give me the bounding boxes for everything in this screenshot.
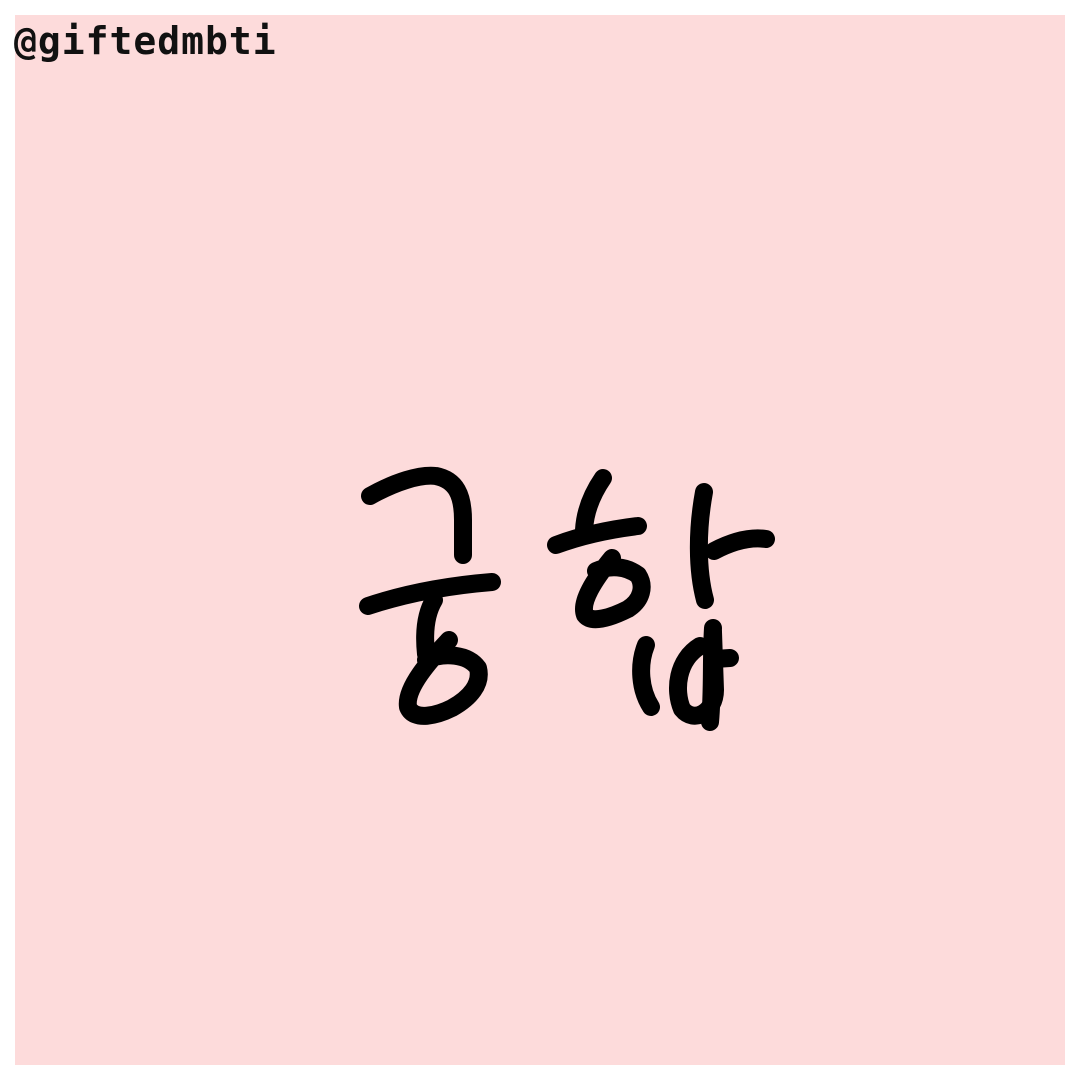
- right-upper-side-stroke: [714, 538, 766, 551]
- right-lower-vertical-stroke: [710, 628, 713, 722]
- right-upper-cross-stroke: [556, 526, 638, 545]
- account-handle: @giftedmbti: [14, 19, 277, 63]
- right-upper-loop-stroke: [584, 558, 642, 619]
- right-upper-hook-stroke: [584, 478, 603, 530]
- right-upper-vertical-stroke: [699, 492, 705, 600]
- right-lower-left-stroke: [641, 645, 651, 707]
- right-lower-side-stroke: [715, 658, 730, 659]
- lettering-text: [0, 760, 1080, 761]
- left-top-stroke: [370, 476, 463, 555]
